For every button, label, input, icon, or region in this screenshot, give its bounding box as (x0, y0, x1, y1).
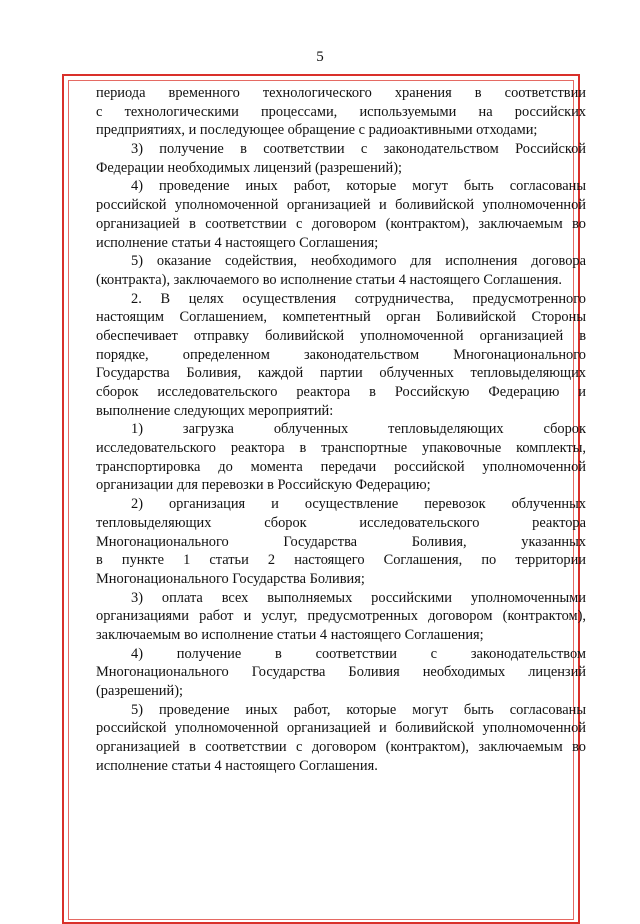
paragraph (96, 140, 586, 177)
paragraph-line: заключаемым во исполнение статьи 4 настоящего Соглашения; (96, 626, 484, 643)
paragraph-line: транспортировка до момента передачи российской уполномоченной (96, 458, 586, 475)
paragraph-line: с технологическими процессами, используемыми на российских (96, 103, 586, 120)
document-body (96, 84, 586, 775)
paragraph-line: организацией в соответствии с договором (контрактом), заключаемым во (96, 215, 586, 232)
paragraph (96, 589, 586, 645)
paragraph (96, 252, 586, 289)
paragraph-line: организацией в соответствии с договором (контрактом), заключаемым во (96, 739, 586, 756)
paragraph-line: Многонационального Государства Боливия; (96, 570, 365, 587)
paragraph (96, 177, 586, 252)
paragraph-line: 1) загрузка облученных тепловыделяющих сборок (131, 421, 586, 438)
page-number: 5 (316, 49, 324, 65)
paragraph-line: Государства Боливия, каждой партии облученных тепловыделяющих (96, 365, 586, 382)
paragraph-line: выполнение следующих мероприятий: (96, 402, 334, 419)
paragraph-line: 3) получение в соответствии с законодательством Российской (131, 141, 586, 158)
paragraph-line: настоящим Соглашением, компетентный орган Боливийской Стороны (96, 309, 586, 326)
paragraph-line: исследовательского реактора в транспортные упаковочные комплекты, (96, 440, 586, 457)
paragraph (96, 420, 586, 495)
paragraph-line: 5) проведение иных работ, которые могут быть согласованы (131, 701, 586, 718)
paragraph (96, 701, 586, 776)
paragraph (96, 84, 586, 140)
paragraph-line: 3) оплата всех выполняемых российскими уполномоченными (131, 589, 586, 606)
paragraph-line: порядке, определенном законодательством Многонационального (96, 346, 586, 363)
paragraph-line: 2) организация и осуществление перевозок облученных (131, 496, 586, 513)
paragraph-line: 5) оказание содействия, необходимого для исполнения договора (131, 253, 586, 270)
paragraph-line: организации для перевозки в Российскую Федерацию; (96, 477, 431, 494)
paragraph-line: обеспечивает отправку боливийской уполномоченной организацией в (96, 327, 586, 344)
paragraph-line: российской уполномоченной организацией и боливийской уполномоченной (96, 197, 586, 214)
paragraph-line: периода временного технологического хранения в соответствии (96, 85, 586, 101)
paragraph-line: 4) проведение иных работ, которые могут быть согласованы (131, 178, 586, 195)
paragraph-line: (контракта), заключаемого во исполнение статьи 4 настоящего Соглашения. (96, 271, 563, 288)
paragraph-line: (разрешений); (96, 683, 184, 699)
paragraph-line: 4) получение в соответствии с законодательством (131, 645, 586, 662)
paragraph-line: в пункте 1 статьи 2 настоящего Соглашения, по территории (96, 552, 586, 569)
paragraph (96, 290, 586, 421)
paragraph-line: организациями работ и услуг, предусмотренных договором (контрактом), (96, 608, 586, 625)
paragraph-line: сборок исследовательского реактора в Российскую Федерацию и (96, 384, 586, 400)
paragraph-line: Многонационального Государства Боливия необходимых лицензий (96, 664, 586, 681)
paragraph-line: 2. В целях осуществления сотрудничества, предусмотренного (131, 290, 586, 307)
paragraph-line: Федерации необходимых лицензий (разрешений); (96, 159, 402, 176)
paragraph (96, 645, 586, 701)
paragraph-line: Многонационального Государства Боливия, указанных (96, 533, 586, 550)
paragraph (96, 495, 586, 588)
paragraph-line: исполнение статьи 4 настоящего Соглашения; (96, 234, 379, 251)
paragraph-line: российской уполномоченной организацией и боливийской уполномоченной (96, 720, 586, 737)
paragraph-line: исполнение статьи 4 настоящего Соглашения. (96, 757, 378, 774)
paragraph-line: предприятиях, и последующее обращение с радиоактивными отходами; (96, 122, 538, 139)
paragraph-line: тепловыделяющих сборок исследовательского реактора (96, 514, 586, 531)
